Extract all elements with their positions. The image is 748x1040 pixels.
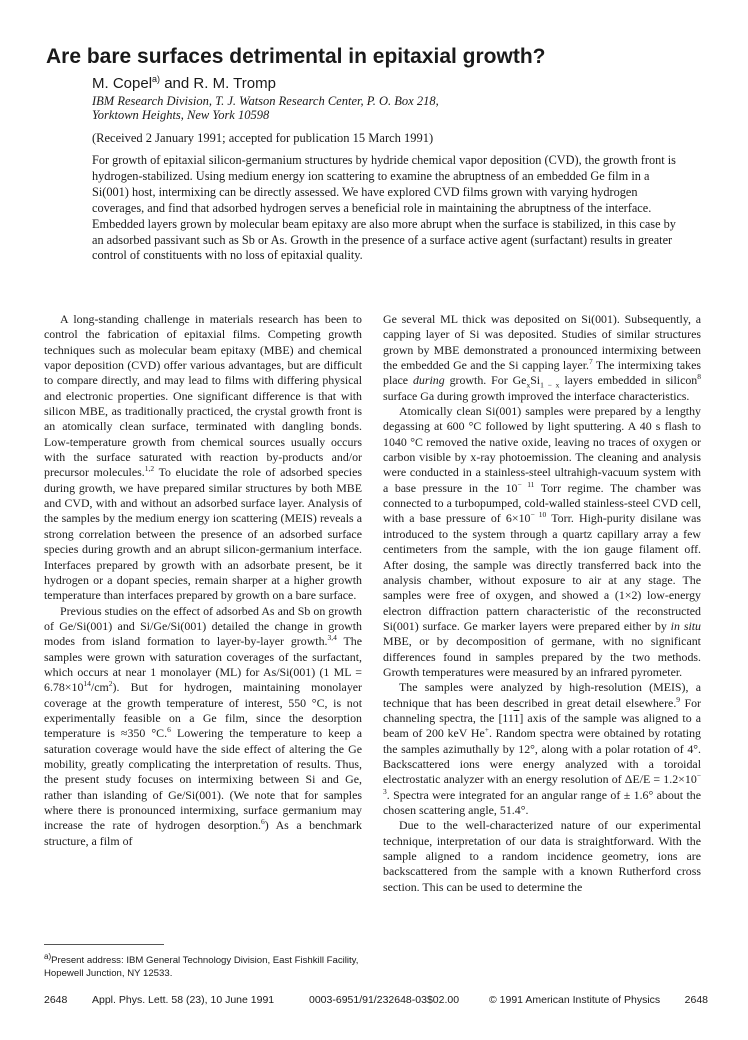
reference-mark: 6 <box>261 817 265 827</box>
text-run: . Random spectra were obtained by rotating the samples azimuthally by 12°, along with a polar rotation of 4°. Backscattered ions were energy analyzed with a toroidal electrostatic analyzer with an energy resolution of ΔE/E = 1.2×10 <box>383 726 701 787</box>
text-run: A long-standing challenge in materials research has been to control the fabrication of epitaxial films. Competing growth techniques such as molecular beam epitaxy (MBE) and chemical vapor deposition (CVD) offer various advantages, but are difficult to compare directly, and may lead to films with differing physical and electronic properties. One significant difference is that with silicon MBE, as traditionally practiced, the crystal growth front is an atomically clean surface, terminated with dangling bonds. Low-temperature growth from chemical sources usually occurs with the surface saturated with reaction by-products and/or precursor molecules. <box>44 312 362 480</box>
footnote-divider <box>44 944 164 945</box>
text-run: Torr. High-purity disilane was introduced to the system through a quartz capillary array a few centimeters from the sample, with the ion gauge filament off. After dosing, the sample was directly transferred back into the analysis chamber, without exposure to air at any stage. The samples were free of oxygen, and showed a (1×2) low-energy electron diffraction pattern characteristic of the reconstructed Si(001) surface. Ge marker layers were prepared either by <box>383 511 701 633</box>
page-number-left: 2648 <box>44 994 68 1006</box>
affiliation <box>92 94 512 122</box>
text-run: Si <box>530 373 541 388</box>
footnote-mark: a) <box>44 952 52 961</box>
text-run: The samples were grown with saturation coverages of the surfactant, which occurs at near 1 monolayer (ML) for As/Si(001) (1 ML = 6.78×10 <box>44 634 363 695</box>
reference-mark: 3,4 <box>327 633 337 643</box>
abstract: For growth of epitaxial silicon-germanium structures by hydride chemical vapor deposition (CVD), the growth front is hydrogen-stabilized. Using medium energy ion scattering to examine the abruptness of an embedded Ge film in a Si(001) host, intermixing can be directly assessed. We have explored CVD films grown with varying hydrogen coverages, and find that adsorbed hydrogen serves a beneficial role in maintaining the abruptness of the interface. Embedded layers grown by molecular beam epitaxy are also more abrupt when the surface is stabilized, in this case by an adsorbed passivant such as Sb or As. Growth in the presence of a surface active agent (surfactant) results in greater control of constituents with no loss of epitaxial quality. <box>92 153 676 263</box>
exponent: + <box>484 725 489 735</box>
exponent: − 10 <box>530 510 547 520</box>
right-column <box>383 312 701 895</box>
reference-mark: 9 <box>676 694 681 704</box>
paragraph <box>383 312 701 404</box>
text-run: Atomically clean Si(001) samples were prepared by a lengthy degassing at 600 °C followed by light sputtering. A 40 s flash to 1040 °C removed the native oxide, leaving no traces of oxygen or carbon visible by x-ray photoemission. The cleaning and analysis were conducted in a stainless-steel ultrahigh-vacuum system with a base pressure in the 10 <box>383 404 701 495</box>
footnote-text: Present address: IBM General Technology Division, East Fishkill Facility, Hopewell Junction, NY 12533. <box>44 955 359 980</box>
text-run: Torr regime. The chamber was connected to a turbopumped, cold-walled stainless-steel CVD cell, with a base pressure of 6×10 <box>383 480 701 526</box>
text-run: ). But for hydrogen, maintaining monolayer coverage at the growth temperature of interest, 550 °C, is not experimentally feasible on a Ge film, since the desorption temperature is ≈350 °C. <box>44 680 362 741</box>
copyright: © 1991 American Institute of Physics <box>489 994 661 1006</box>
left-column <box>44 312 362 849</box>
text-run: For channeling spectra, the [11 <box>383 695 701 725</box>
overlined-index: 1 <box>513 710 520 725</box>
text-run: layers embedded in silicon <box>559 373 698 388</box>
author-footnote-mark: a) <box>152 74 161 84</box>
text-run: surface Ga during growth improved the interface characteristics. <box>383 388 690 403</box>
text-run: The intermixing takes place <box>383 358 701 388</box>
text-run: ) As a benchmark structure, a film of <box>44 818 362 848</box>
reference-mark: 7 <box>589 357 593 367</box>
text-run: Previous studies on the effect of adsorbed As and Sb on growth of Ge/Si(001) and Si/Ge/Si(001) detailed the change in growth modes from island formation to layer-by-layer growth. <box>44 603 362 649</box>
reference-mark: 8 <box>697 372 701 382</box>
text-run: . Spectra were integrated for an angular range of ± 1.6° about the chosen scattering angle, 51.4°. <box>383 787 701 817</box>
exponent: 14 <box>83 679 91 689</box>
paragraph <box>383 680 701 818</box>
received-dates: (Received 2 January 1991; accepted for publication 15 March 1991) <box>92 131 434 145</box>
paragraph: Due to the well-characterized nature of our experimental technique, interpretation of our data is straightforward. With the sample aligned to a random incidence geometry, ions are backscattered from the sample with a known Rutherford cross section. This can be used to determine the <box>383 818 701 894</box>
paragraph <box>44 312 362 604</box>
author-name-1: M. Copel <box>92 75 153 92</box>
exponent: 2 <box>108 679 113 689</box>
reference-mark: 1,2 <box>144 464 155 474</box>
affiliation-line-2: Yorktown Heights, New York 10598 <box>92 108 270 122</box>
page-footer <box>44 994 708 1010</box>
reference-mark: 6 <box>167 725 171 735</box>
exponent: − 11 <box>517 479 535 489</box>
text-run: The samples were analyzed by high-resolution (MEIS), a technique that has been described in great detail elsewhere. <box>383 680 701 710</box>
affiliation-line-1: IBM Research Division, T. J. Watson Research Center, P. O. Box 218, <box>92 94 439 108</box>
authors <box>92 74 276 92</box>
subscript: x <box>526 380 531 390</box>
page-number-right: 2648 <box>684 994 708 1006</box>
emphasis: during <box>412 373 445 388</box>
exponent: − 3 <box>383 771 701 796</box>
article-code: 0003-6951/91/232648-03$02.00 <box>309 994 460 1006</box>
text-run: MBE, or by decomposition of germane, with no significant differences found in samples prepared by the two methods. Growth temperatures were measured by an infrared pyrometer. <box>383 634 701 679</box>
text-run: /cm <box>90 680 109 695</box>
emphasis: in situ <box>670 618 702 633</box>
text-run: To elucidate the role of adsorbed species during growth, we have prepared similar structures by both MBE and CVD, with and without an adsorbed surface layer. Analysis of the samples by the medium energy ion scattering (MEIS) reveals a strong correlation between the presence of an adsorbed surface species during growth and an abrupt silicon-germanium interface. Interfaces prepared by growth with an adsorbate present, be it hydrogen or a dopant species, remain sharper at a higher growth temperature than interfaces prepared by growth on a bare surface. <box>44 465 362 603</box>
text-run: ] axis of the sample was aligned to a beam of 200 keV He <box>383 710 701 741</box>
author-names-rest: and R. M. Tromp <box>160 75 276 92</box>
paragraph <box>44 604 362 850</box>
text-run: Ge several ML thick was deposited on Si(001). Subsequently, a capping layer of Si was deposited. Studies of similar structures grown by MBE demonstrated a pronounced intermixing between the embedded Ge and the Si capping layer. <box>383 312 701 373</box>
paragraph <box>383 404 701 680</box>
text-run: Lowering the temperature to keep a saturation coverage would have the side effect of altering the Ge mobility, greatly complicating the interpretation of results. Thus, the present study focuses on intermixing between Si and Ge, rather than islanding of Ge/Si(001). (We note that for samples where there is pronounced intermixing, surface germanium may increase the rate of hydrogen desorption. <box>44 726 363 833</box>
journal-citation: Appl. Phys. Lett. 58 (23), 10 June 1991 <box>92 994 275 1006</box>
footnote <box>44 950 364 980</box>
paper-title: Are bare surfaces detrimental in epitaxial growth? <box>46 45 546 68</box>
subscript: 1 − x <box>540 380 560 390</box>
text-run: growth. For Ge <box>444 373 527 388</box>
